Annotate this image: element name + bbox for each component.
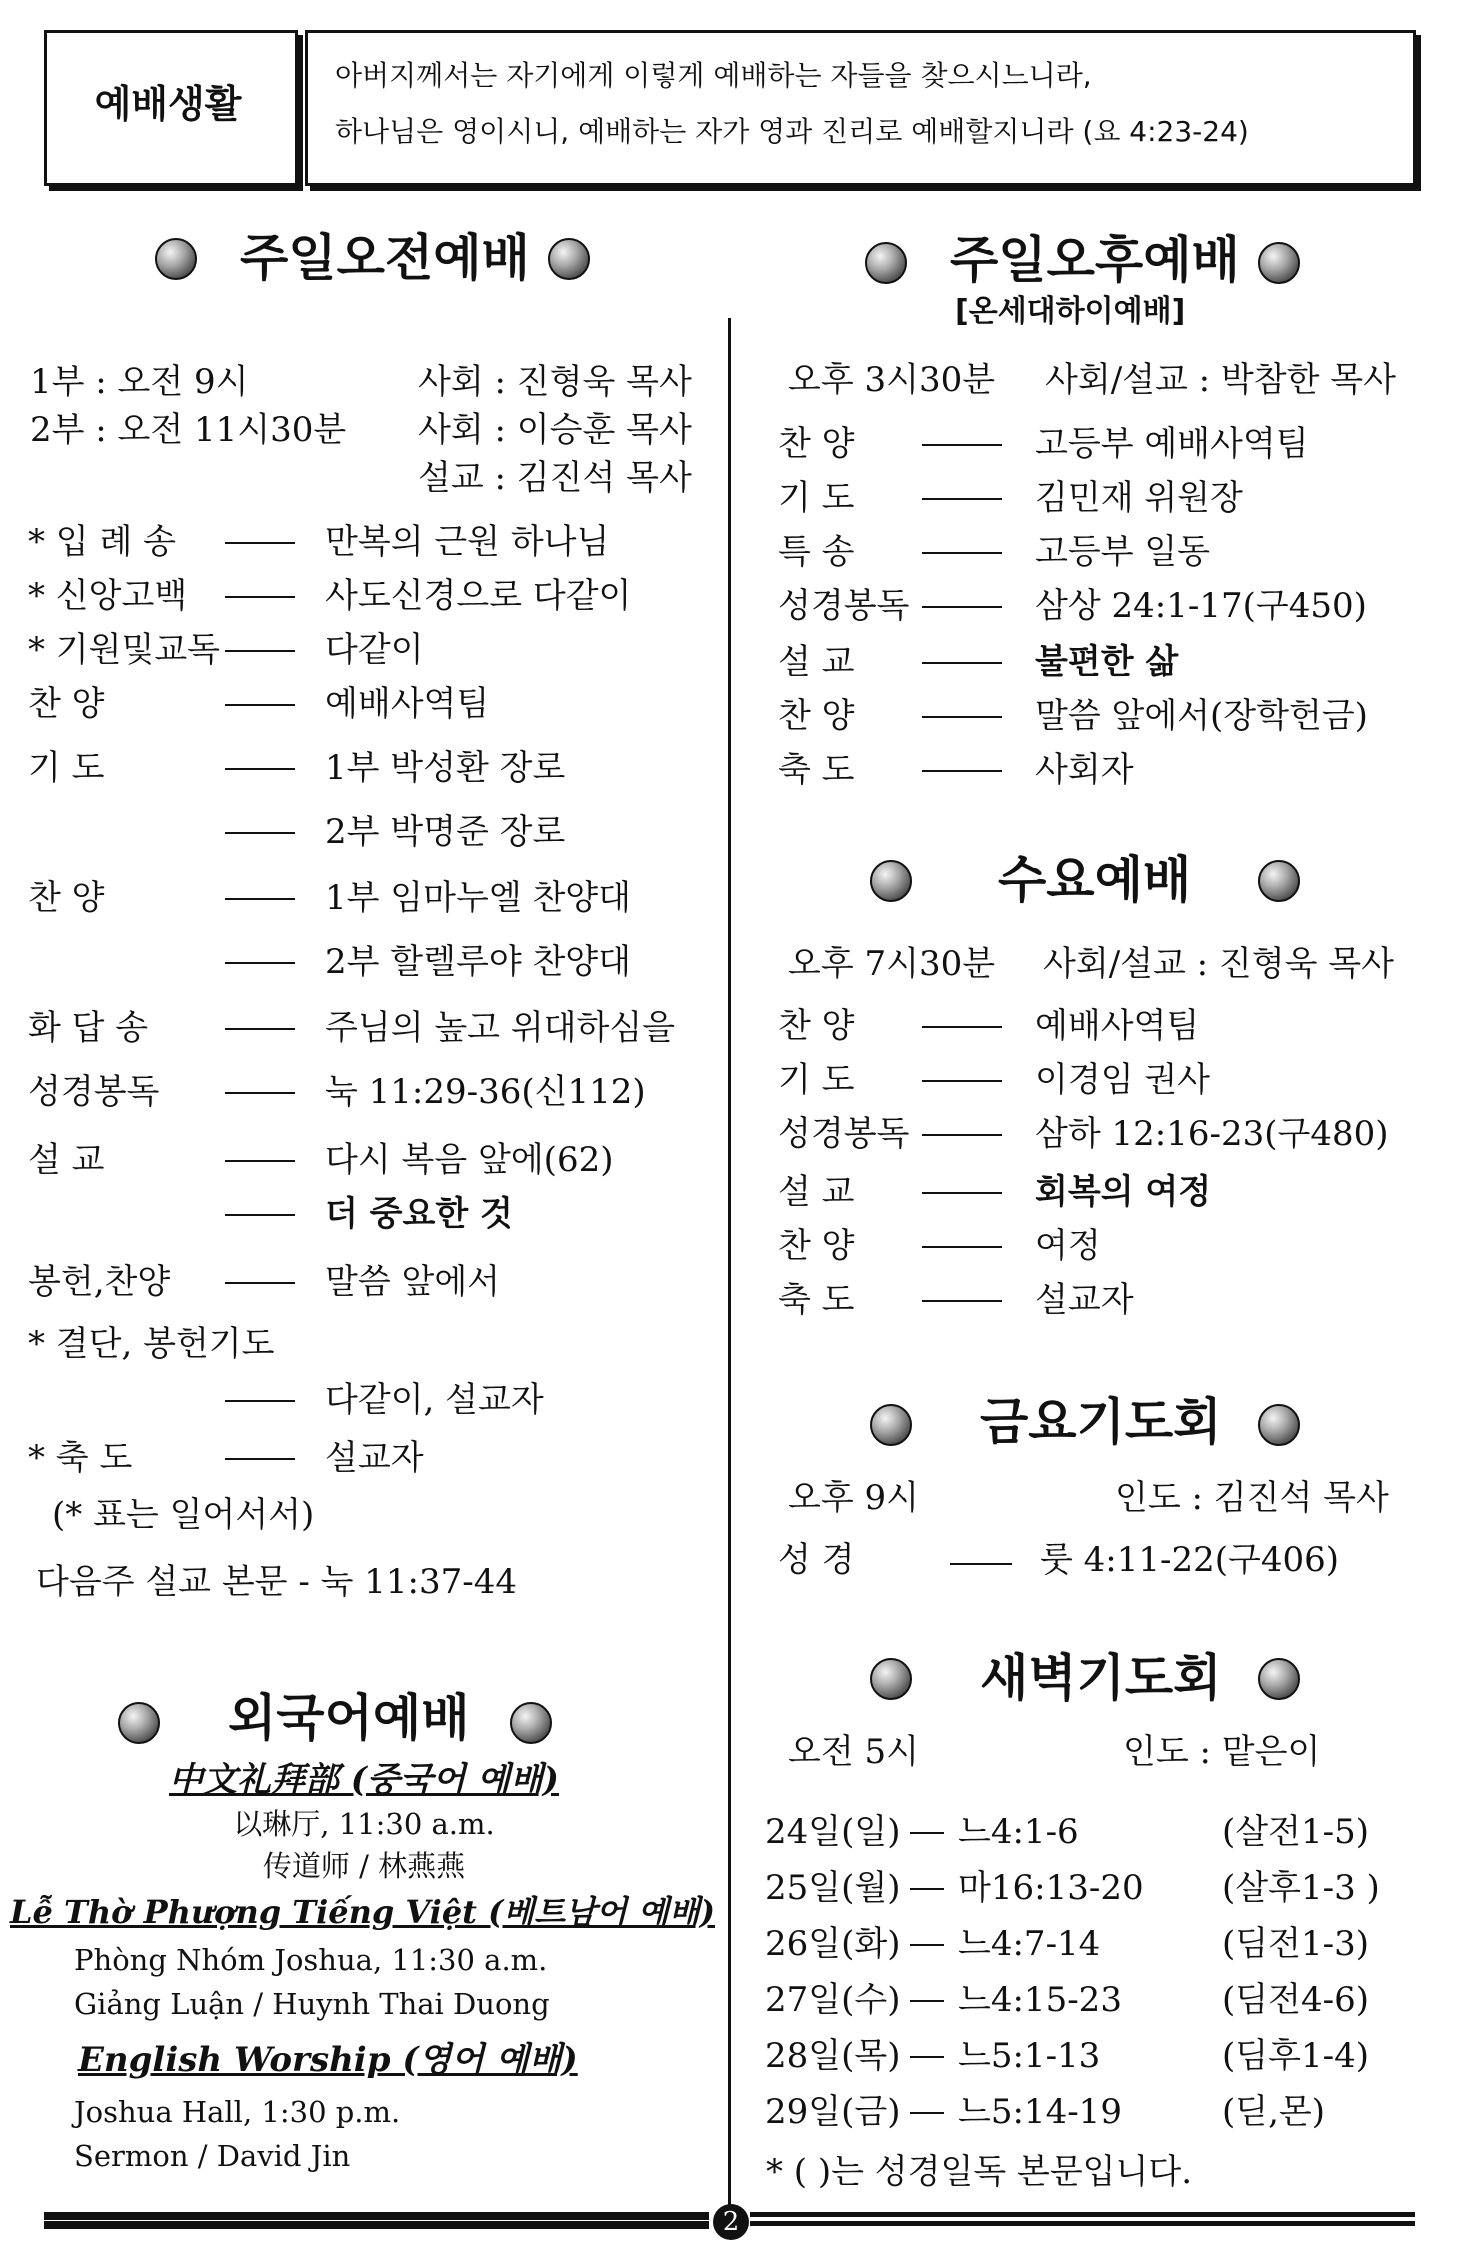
vietnamese-service-location: Phòng Nhóm Joshua, 11:30 a.m.: [74, 1943, 548, 1977]
morning-preacher: 설교 : 김진석 목사: [418, 458, 692, 498]
morning-order-label: 기 도: [28, 748, 105, 788]
afternoon-time: 오후 3시30분: [788, 360, 996, 400]
morning-order-label: * 결단, 봉헌기도: [28, 1324, 275, 1364]
afternoon-subtitle: [온세대하이예배]: [955, 294, 1186, 329]
footer-rule-left: [44, 2212, 709, 2220]
leader-line: [922, 770, 1002, 772]
leader-line: [225, 1160, 295, 1162]
dawn-day: 29일(금): [765, 2092, 901, 2132]
leader-line: [922, 552, 1002, 554]
morning-order-label: 봉헌,찬양: [28, 1262, 171, 1302]
leader-line: [922, 1134, 1002, 1136]
column-divider: [728, 318, 731, 2208]
morning-order-value: 1부 임마누엘 찬양대: [325, 878, 631, 918]
leader-line: [910, 2000, 944, 2002]
leader-line: [910, 1944, 944, 1946]
leader-line: [225, 1400, 295, 1402]
afternoon-order-value: 말씀 앞에서(장학헌금): [1035, 696, 1368, 736]
leader-line: [225, 704, 295, 706]
morning-order-label: 찬 양: [28, 684, 105, 724]
vietnamese-service-preacher: Giảng Luận / Huynh Thai Duong: [74, 1987, 550, 2021]
bullet-icon: [870, 1658, 912, 1700]
afternoon-order-value: 고등부 예배사역팀: [1035, 424, 1309, 464]
header-label: 예배생활: [94, 82, 242, 126]
morning-note: (* 표는 일어서서): [52, 1495, 315, 1535]
wednesday-order-value: 회복의 여정: [1035, 1172, 1212, 1212]
morning-order-value: 예배사역팀: [325, 684, 490, 724]
morning-order-value: 1부 박성환 장로: [325, 748, 566, 788]
afternoon-order-value: 사회자: [1035, 750, 1134, 790]
afternoon-order-value: 김민재 위원장: [1035, 478, 1243, 518]
bullet-icon: [865, 242, 907, 284]
leader-line: [922, 1192, 1002, 1194]
morning-order-label: * 입 례 송: [28, 522, 176, 562]
morning-order-value: 설교자: [325, 1438, 424, 1478]
morning-order-label: * 신앙고백: [28, 576, 188, 616]
dawn-day: 26일(화): [765, 1924, 901, 1964]
dawn-reading: (살전1-5): [1222, 1812, 1369, 1852]
leader-line: [225, 1092, 295, 1094]
page-number: 2: [722, 2207, 740, 2237]
afternoon-order-label: 설 교: [778, 642, 855, 682]
morning-order-value: 눅 11:29-36(신112): [325, 1072, 646, 1112]
header-verse-line1: 아버지께서는 자기에게 이렇게 예배하는 자들을 찾으시느니라,: [335, 59, 1092, 92]
afternoon-order-label: 기 도: [778, 478, 855, 518]
header-verse-line2: 하나님은 영이시니, 예배하는 자가 영과 진리로 예배할지니라 (요 4:23-24): [335, 115, 1249, 148]
wednesday-order-label: 찬 양: [778, 1006, 855, 1046]
leader-line: [910, 2056, 944, 2058]
leader-line: [910, 1832, 944, 1834]
header-verse-box: [305, 30, 1416, 186]
wednesday-time: 오후 7시30분: [788, 944, 996, 984]
friday-time: 오후 9시: [788, 1478, 919, 1518]
wednesday-order-value: 예배사역팀: [1035, 1006, 1200, 1046]
footer-rule-right: [750, 2212, 1415, 2217]
leader-line: [225, 832, 295, 834]
dawn-day: 25일(월): [765, 1868, 901, 1908]
foreign-title: 외국어예배: [228, 1689, 470, 1747]
dawn-text: 느4:15-23: [958, 1980, 1122, 2020]
dawn-text: 마16:13-20: [958, 1868, 1144, 1908]
leader-line: [225, 1028, 295, 1030]
bullet-icon: [1258, 1658, 1300, 1700]
bullet-icon: [870, 860, 912, 902]
leader-line: [225, 542, 295, 544]
morning-order-label: * 축 도: [28, 1438, 133, 1478]
afternoon-host: 사회/설교 : 박참한 목사: [1045, 360, 1396, 400]
friday-scripture: 룻 4:11-22(구406): [1040, 1540, 1340, 1580]
morning-order-label: * 기원및교독: [28, 630, 221, 670]
dawn-reading: (딤후1-4): [1222, 2036, 1369, 2076]
wednesday-order-label: 찬 양: [778, 1226, 855, 1266]
wednesday-order-value: 설교자: [1035, 1280, 1134, 1320]
bullet-icon: [510, 1702, 552, 1744]
morning-s2-host: 사회 : 이승훈 목사: [418, 410, 692, 450]
wednesday-order-label: 성경봉독: [778, 1114, 910, 1154]
bullet-icon: [870, 1404, 912, 1446]
dawn-time: 오전 5시: [788, 1732, 919, 1772]
morning-order-value: 더 중요한 것: [325, 1194, 513, 1234]
friday-leader: 인도 : 김진석 목사: [1115, 1478, 1389, 1518]
wednesday-order-value: 이경임 권사: [1035, 1060, 1211, 1100]
morning-s2-time: 2부 : 오전 11시30분: [30, 410, 347, 450]
bullet-icon: [548, 238, 590, 280]
wednesday-order-value: 여정: [1035, 1226, 1101, 1266]
leader-line: [910, 2112, 944, 2114]
leader-line: [225, 768, 295, 770]
wednesday-host: 사회/설교 : 진형욱 목사: [1043, 944, 1394, 984]
morning-order-value: 만복의 근원 하나님: [325, 522, 610, 562]
leader-line: [922, 1246, 1002, 1248]
leader-line: [922, 606, 1002, 608]
afternoon-title: 주일오후예배: [950, 231, 1240, 289]
wednesday-order-label: 설 교: [778, 1172, 855, 1212]
english-service-title: English Worship (영어 예배): [78, 2040, 578, 2080]
afternoon-order-value: 고등부 일동: [1035, 532, 1211, 572]
dawn-reading: (딤전1-3): [1222, 1924, 1369, 1964]
chinese-service-location: 以琳厅, 11:30 a.m.: [233, 1807, 495, 1841]
dawn-text: 느5:14-19: [958, 2092, 1122, 2132]
morning-title: 주일오전예배: [240, 229, 530, 287]
morning-order-label: 성경봉독: [28, 1072, 160, 1112]
english-service-location: Joshua Hall, 1:30 p.m.: [74, 2095, 401, 2129]
leader-line: [225, 596, 295, 598]
dawn-day: 24일(일): [765, 1812, 901, 1852]
bullet-icon: [1258, 860, 1300, 902]
afternoon-order-label: 성경봉독: [778, 586, 910, 626]
dawn-leader: 인도 : 맡은이: [1123, 1732, 1321, 1772]
dawn-text: 느5:1-13: [958, 2036, 1101, 2076]
bullet-icon: [118, 1702, 160, 1744]
morning-order-value: 다시 복음 앞에(62): [325, 1140, 614, 1180]
morning-order-label: 설 교: [28, 1140, 105, 1180]
friday-title: 금요기도회: [980, 1393, 1222, 1451]
morning-order-value: 2부 할렐루야 찬양대: [325, 942, 631, 982]
wednesday-title: 수요예배: [998, 851, 1192, 909]
english-service-preacher: Sermon / David Jin: [74, 2139, 351, 2173]
leader-line: [225, 1214, 295, 1216]
dawn-text: 느4:7-14: [958, 1924, 1101, 1964]
afternoon-order-label: 특 송: [778, 532, 855, 572]
dawn-reading: (딛,몬): [1222, 2092, 1326, 2132]
chinese-service-preacher: 传道师 / 林燕燕: [262, 1849, 466, 1883]
dawn-day: 27일(수): [765, 1980, 901, 2020]
leader-line: [922, 1026, 1002, 1028]
bullet-icon: [1258, 242, 1300, 284]
wednesday-order-value: 삼하 12:16-23(구480): [1035, 1114, 1389, 1154]
morning-order-value: 다같이, 설교자: [325, 1380, 544, 1420]
morning-order-value: 사도신경으로 다같이: [325, 576, 632, 616]
afternoon-order-label: 축 도: [778, 750, 855, 790]
afternoon-order-value: 삼상 24:1-17(구450): [1035, 586, 1367, 626]
leader-line: [922, 1080, 1002, 1082]
leader-line: [225, 650, 295, 652]
leader-line: [922, 444, 1002, 446]
morning-next-text: 다음주 설교 본문 - 눅 11:37-44: [36, 1562, 518, 1602]
leader-line: [922, 498, 1002, 500]
leader-line: [922, 1300, 1002, 1302]
dawn-text: 느4:1-6: [958, 1812, 1079, 1852]
morning-s1-host: 사회 : 진형욱 목사: [418, 362, 692, 402]
wednesday-order-label: 기 도: [778, 1060, 855, 1100]
page-number-badge: [713, 2204, 749, 2240]
morning-order-value: 다같이: [325, 630, 424, 670]
leader-line: [225, 898, 295, 900]
leader-line: [225, 962, 295, 964]
morning-order-label: 화 답 송: [28, 1008, 149, 1048]
friday-scripture-label: 성 경: [778, 1540, 855, 1580]
wednesday-order-label: 축 도: [778, 1280, 855, 1320]
bullet-icon: [1258, 1404, 1300, 1446]
vietnamese-service-title: Lễ Thờ Phượng Tiếng Việt (베트남어 예배): [10, 1893, 715, 1931]
leader-line: [950, 1563, 1012, 1565]
leader-line: [225, 1458, 295, 1460]
morning-order-value: 말씀 앞에서: [325, 1262, 501, 1302]
afternoon-order-label: 찬 양: [778, 696, 855, 736]
morning-order-label: 찬 양: [28, 878, 105, 918]
dawn-reading: (딤전4-6): [1222, 1980, 1369, 2020]
morning-order-value: 2부 박명준 장로: [325, 812, 566, 852]
leader-line: [910, 1888, 944, 1890]
afternoon-order-label: 찬 양: [778, 424, 855, 464]
dawn-title: 새벽기도회: [980, 1649, 1222, 1707]
chinese-service-title: 中文礼拜部 (중국어 예배): [168, 1760, 560, 1800]
afternoon-order-value: 불편한 삶: [1035, 642, 1179, 682]
morning-s1-time: 1부 : 오전 9시: [30, 362, 249, 402]
leader-line: [922, 716, 1002, 718]
bullet-icon: [155, 238, 197, 280]
dawn-reading: (살후1-3 ): [1222, 1868, 1380, 1908]
dawn-note: * ( )는 성경일독 본문입니다.: [766, 2152, 1193, 2192]
leader-line: [225, 1282, 295, 1284]
dawn-day: 28일(목): [765, 2036, 901, 2076]
morning-order-value: 주님의 높고 위대하심을: [325, 1008, 676, 1048]
leader-line: [922, 662, 1002, 664]
